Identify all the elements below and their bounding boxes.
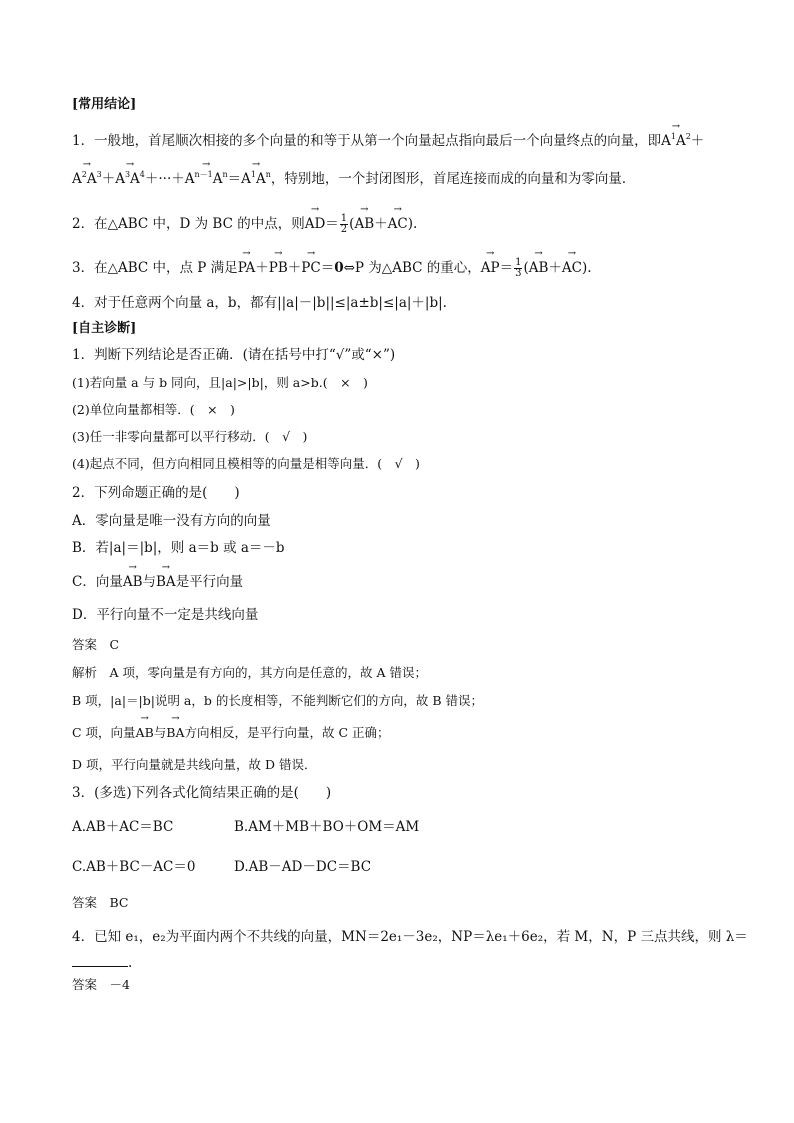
q4-blank-line: . <box>72 954 132 972</box>
q3-options-cd <box>72 858 371 876</box>
q2-analysis-d: D 项，平行向量就是共线向量，故 D 错误． <box>72 757 317 772</box>
q1-stem: 1．判断下列结论是否正确．(请在括号中打“√”或“×”) <box>72 347 396 363</box>
q1-item-2: (2)单位向量都相等．( × ) <box>72 402 235 417</box>
q2-option-b: B．若|a|＝|b|，则 a＝b 或 a＝－b <box>72 540 285 556</box>
q2-analysis-c: C 项，向量→ AB与→ BA方向相反，是平行向量，故 C 正确； <box>72 724 390 742</box>
q3-options-ab <box>72 818 419 836</box>
q3-option-c: C.AB＋BC－AC＝0 <box>72 859 196 875</box>
q2-option-c: C．向量→ AB与→ BA是平行向量 <box>72 573 243 591</box>
q2-answer: 答案 C <box>72 637 120 652</box>
q4-answer-blank[interactable] <box>72 954 128 967</box>
q3-option-b: B.AM＋MB＋BO＋OM＝AM <box>234 819 420 835</box>
conclusion-1-line-1 <box>72 132 704 150</box>
q2-option-d: D．平行向量不一定是共线向量 <box>72 607 259 623</box>
conclusion-2-prefix: 2．在△ABC 中，D 为 BC 的中点，则 <box>72 216 305 232</box>
q2-analysis-b: B 项，|a|＝|b|说明 a，b 的长度相等，不能判断它们的方向，故 B 错误； <box>72 693 483 708</box>
conclusion-4: 4．对于任意两个向量 a，b，都有||a|－|b||≤|a±b|≤|a|＋|b|. <box>72 295 447 311</box>
q4-stem: 4．已知 e₁，e₂为平面内两个不共线的向量，MN＝2e₁－3e₂，NP＝λe₁＋6e₂，若 M，N，P 三点共线，则 λ＝ <box>72 929 748 945</box>
q1-item-4: (4)起点不同，但方向相同且模相等的向量是相等向量．( √ ) <box>72 456 420 471</box>
conclusion-1-vector-expr-1: → $A^1A^2+$ <box>661 133 704 149</box>
q4-answer: 答案 －4 <box>72 977 130 992</box>
conclusion-1-tail: ，特别地，一个封闭图形，首尾连接而成的向量和为零向量． <box>270 171 636 187</box>
conclusion-1-line-2 <box>72 170 635 188</box>
q2-analysis-a: 解析 A 项，零向量是有方向的，其方向是任意的，故 A 错误； <box>72 665 427 680</box>
q3-stem: 3．(多选)下列各式化简结果正确的是( ) <box>72 785 332 801</box>
q1-item-3: (3)任一非零向量都可以平行移动．( √ ) <box>72 429 308 444</box>
q3-option-a: A.AB＋AC＝BC <box>72 819 174 835</box>
conclusion-3-prefix: 3．在△ABC 中，点 P 满足 <box>72 260 238 276</box>
q3-option-d: D.AB－AD－DC＝BC <box>234 859 372 875</box>
section-header-zizhu: [自主诊断] <box>72 321 137 336</box>
q1-item-1: (1)若向量 a 与 b 同向，且|a|>|b|，则 a>b.( × ) <box>72 375 368 390</box>
conclusion-2-expr: → AD＝ $\frac{1}{2}$ (→ AB＋→ AC). <box>305 216 418 232</box>
q2-stem: 2．下列命题正确的是( ) <box>72 485 240 501</box>
section-header-changyong: [常用结论] <box>72 97 137 112</box>
q3-answer: 答案 BC <box>72 895 129 910</box>
q2-option-a: A．零向量是唯一没有方向的向量 <box>72 513 271 529</box>
conclusion-3-expr: → PA＋→ PB＋→ PC＝0⇔P 为△ABC 的重心，→ AP＝ $\frac{1}{3}$ (→ AB＋→ AC). <box>238 260 592 276</box>
conclusion-2 <box>72 214 417 235</box>
conclusion-1-vector-expr-2: → $A^2A^3+\to A^3A^4+\cdot\cdot\cdot+\to A^{n-1}A^n=\to A^1A^n$ <box>72 171 271 187</box>
conclusion-3 <box>72 258 592 279</box>
conclusion-1-text: 1．一般地，首尾顺次相接的多个向量的和等于从第一个向量起点指向最后一个向量终点的向量，即 <box>72 133 662 149</box>
